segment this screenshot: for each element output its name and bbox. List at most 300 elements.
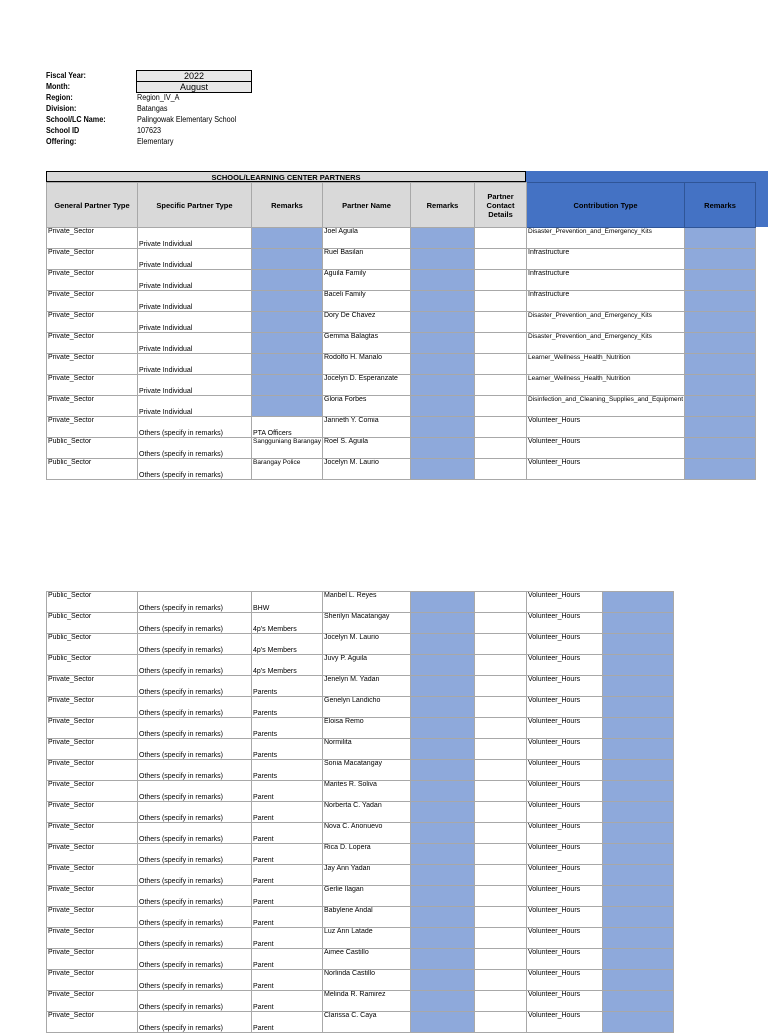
contribution-type-cell[interactable]: Infrastructure [527,291,685,312]
remarks-cell[interactable] [411,907,475,928]
table-row [47,333,756,354]
contribution-type-cell[interactable]: Disaster_Prevention_and_Emergency_Kits [527,228,685,249]
remarks-cell[interactable] [603,928,674,949]
remarks-cell[interactable] [411,886,475,907]
specific-partner-type-cell[interactable]: Others (specify in remarks) [138,928,252,949]
specific-partner-type-cell[interactable]: Others (specify in remarks) [138,592,252,613]
remarks-cell[interactable] [603,970,674,991]
general-partner-type-cell[interactable]: Private_Sector [47,991,138,1012]
contribution-type-cell[interactable]: Volunteer_Hours [527,739,603,760]
remarks-cell[interactable] [411,676,475,697]
remarks-cell[interactable] [252,312,323,333]
partner-contact-cell[interactable] [475,802,527,823]
general-partner-type-cell[interactable]: Private_Sector [47,802,138,823]
general-partner-type-cell[interactable]: Private_Sector [47,333,138,354]
header-partner-contact-details: Partner Contact Details [475,183,527,228]
remarks-cell[interactable] [603,634,674,655]
table-row [47,592,674,613]
specific-partner-type-cell[interactable]: Private Individual [138,312,252,333]
contribution-type-cell[interactable]: Volunteer_Hours [527,459,685,480]
specific-partner-type-cell[interactable]: Others (specify in remarks) [138,1012,252,1033]
partner-contact-cell[interactable] [475,333,527,354]
remarks-cell[interactable] [411,844,475,865]
remarks-cell[interactable]: Parent [252,823,323,844]
remarks-cell[interactable] [685,417,756,438]
specific-partner-type-cell[interactable]: Others (specify in remarks) [138,823,252,844]
partner-name-cell[interactable]: Roel S. Aguila [323,438,411,459]
table-row [47,249,756,270]
partner-name-cell[interactable]: Babylene Andal [323,907,411,928]
partner-name-cell[interactable]: Norlinda Castillo [323,970,411,991]
specific-partner-type-cell[interactable]: Others (specify in remarks) [138,634,252,655]
remarks-cell[interactable] [411,991,475,1012]
specific-partner-type-cell[interactable]: Others (specify in remarks) [138,907,252,928]
partner-name-cell[interactable]: Genelyn Landicho [323,697,411,718]
specific-partner-type-cell[interactable]: Others (specify in remarks) [138,438,252,459]
remarks-cell[interactable] [252,354,323,375]
remarks-cell[interactable]: Parents [252,760,323,781]
table-row [47,949,674,970]
specific-partner-type-cell[interactable]: Private Individual [138,333,252,354]
remarks-cell[interactable]: Parent [252,781,323,802]
remarks-cell[interactable]: Parents [252,739,323,760]
contribution-type-cell[interactable]: Volunteer_Hours [527,676,603,697]
partner-name-cell[interactable]: Aguila Family [323,270,411,291]
remarks-cell[interactable] [411,312,475,333]
region-label: Region: [46,93,73,102]
table-row [47,228,756,249]
partner-name-cell[interactable]: Jocelyn M. Laurio [323,634,411,655]
specific-partner-type-cell[interactable]: Others (specify in remarks) [138,760,252,781]
general-partner-type-cell[interactable]: Private_Sector [47,886,138,907]
remarks-cell[interactable]: 4p's Members [252,634,323,655]
remarks-cell[interactable] [411,459,475,480]
partners-table-2 [46,591,674,1033]
contribution-type-cell[interactable]: Volunteer_Hours [527,928,603,949]
remarks-cell[interactable] [411,697,475,718]
remarks-cell[interactable] [252,291,323,312]
general-partner-type-cell[interactable]: Private_Sector [47,270,138,291]
specific-partner-type-cell[interactable]: Others (specify in remarks) [138,865,252,886]
table-row [47,928,674,949]
remarks-cell[interactable]: 4p's Members [252,613,323,634]
division-value: Batangas [137,104,168,113]
remarks-cell[interactable] [411,270,475,291]
remarks-cell[interactable] [411,865,475,886]
specific-partner-type-cell[interactable]: Private Individual [138,291,252,312]
general-partner-type-cell[interactable]: Private_Sector [47,417,138,438]
specific-partner-type-cell[interactable]: Private Individual [138,354,252,375]
remarks-cell[interactable]: BHW [252,592,323,613]
remarks-cell[interactable] [603,739,674,760]
partner-contact-cell[interactable] [475,781,527,802]
table-row [47,697,674,718]
partner-name-cell[interactable]: Sonia Macatangay [323,760,411,781]
remarks-cell[interactable] [252,270,323,291]
partner-contact-cell[interactable] [475,697,527,718]
specific-partner-type-cell[interactable]: Others (specify in remarks) [138,697,252,718]
remarks-cell[interactable] [411,592,475,613]
partner-name-cell[interactable]: Joel Aguila [323,228,411,249]
table-row [47,354,756,375]
general-partner-type-cell[interactable]: Private_Sector [47,249,138,270]
specific-partner-type-cell[interactable]: Others (specify in remarks) [138,970,252,991]
contribution-type-cell[interactable]: Volunteer_Hours [527,781,603,802]
remarks-cell[interactable] [603,676,674,697]
remarks-cell[interactable] [411,970,475,991]
general-partner-type-cell[interactable]: Public_Sector [47,459,138,480]
general-partner-type-cell[interactable]: Private_Sector [47,676,138,697]
remarks-cell[interactable] [603,718,674,739]
table-row [47,760,674,781]
remarks-cell[interactable]: Parent [252,1012,323,1033]
contribution-type-cell[interactable]: Volunteer_Hours [527,991,603,1012]
remarks-cell[interactable]: Parent [252,991,323,1012]
contribution-type-cell[interactable]: Volunteer_Hours [527,718,603,739]
table-row [47,781,674,802]
general-partner-type-cell[interactable]: Private_Sector [47,928,138,949]
remarks-cell[interactable]: Parents [252,718,323,739]
table-row [47,270,756,291]
partner-name-cell[interactable]: Rodolfo H. Manalo [323,354,411,375]
partner-contact-cell[interactable] [475,291,527,312]
remarks-cell[interactable] [411,823,475,844]
specific-partner-type-cell[interactable]: Others (specify in remarks) [138,655,252,676]
specific-partner-type-cell[interactable]: Private Individual [138,375,252,396]
partner-contact-cell[interactable] [475,354,527,375]
table-row [47,991,674,1012]
general-partner-type-cell[interactable]: Public_Sector [47,438,138,459]
partner-name-cell[interactable]: Aimee Castillo [323,949,411,970]
header-general-partner-type: General Partner Type [47,183,138,228]
contribution-type-cell[interactable]: Infrastructure [527,270,685,291]
partner-contact-cell[interactable] [475,949,527,970]
partners-table-1 [46,182,756,480]
partner-name-cell[interactable]: Normilita [323,739,411,760]
contribution-type-cell[interactable]: Learner_Wellness_Health_Nutrition [527,354,685,375]
specific-partner-type-cell[interactable]: Others (specify in remarks) [138,459,252,480]
general-partner-type-cell[interactable]: Private_Sector [47,354,138,375]
fiscal-year-field[interactable]: 2022 [136,70,252,82]
remarks-cell[interactable] [411,739,475,760]
partner-contact-cell[interactable] [475,655,527,676]
general-partner-type-cell[interactable]: Private_Sector [47,907,138,928]
remarks-cell[interactable]: Parent [252,844,323,865]
remarks-cell[interactable] [411,928,475,949]
partner-contact-cell[interactable] [475,739,527,760]
remarks-cell[interactable] [603,865,674,886]
remarks-cell[interactable] [252,396,323,417]
partner-contact-cell[interactable] [475,676,527,697]
remarks-cell[interactable] [252,375,323,396]
remarks-cell[interactable]: Parent [252,886,323,907]
general-partner-type-cell[interactable]: Public_Sector [47,634,138,655]
contribution-type-cell[interactable]: Learner_Wellness_Health_Nutrition [527,375,685,396]
remarks-cell[interactable] [603,886,674,907]
remarks-cell[interactable] [685,333,756,354]
partner-name-cell[interactable]: Sherilyn Macatangay [323,613,411,634]
remarks-cell[interactable] [411,228,475,249]
general-partner-type-cell[interactable]: Private_Sector [47,970,138,991]
table-row [47,396,756,417]
remarks-cell[interactable] [411,655,475,676]
specific-partner-type-cell[interactable]: Others (specify in remarks) [138,718,252,739]
general-partner-type-cell[interactable]: Private_Sector [47,1012,138,1033]
partner-contact-cell[interactable] [475,634,527,655]
remarks-cell[interactable] [252,249,323,270]
partner-name-cell[interactable]: Jocelyn D. Esperanzate [323,375,411,396]
remarks-cell[interactable] [411,375,475,396]
remarks-cell[interactable] [411,634,475,655]
partner-contact-cell[interactable] [475,1012,527,1033]
partner-contact-cell[interactable] [475,459,527,480]
remarks-cell[interactable] [685,291,756,312]
partner-name-cell[interactable]: Jenelyn M. Yadan [323,676,411,697]
general-partner-type-cell[interactable]: Private_Sector [47,697,138,718]
contribution-type-cell[interactable]: Volunteer_Hours [527,865,603,886]
partner-name-cell[interactable]: Norberta C. Yadan [323,802,411,823]
general-partner-type-cell[interactable]: Private_Sector [47,718,138,739]
general-partner-type-cell[interactable]: Private_Sector [47,228,138,249]
remarks-cell[interactable] [685,459,756,480]
remarks-cell[interactable] [685,354,756,375]
partner-contact-cell[interactable] [475,249,527,270]
partner-contact-cell[interactable] [475,823,527,844]
contribution-type-cell[interactable]: Volunteer_Hours [527,823,603,844]
partner-contact-cell[interactable] [475,760,527,781]
partner-name-cell[interactable]: Gemma Balagtas [323,333,411,354]
table-row [47,375,756,396]
partner-name-cell[interactable]: Maribel L. Reyes [323,592,411,613]
remarks-cell[interactable] [603,592,674,613]
partner-contact-cell[interactable] [475,718,527,739]
remarks-cell[interactable] [411,949,475,970]
remarks-cell[interactable]: Parents [252,676,323,697]
contribution-type-cell[interactable]: Volunteer_Hours [527,592,603,613]
partner-contact-cell[interactable] [475,417,527,438]
partners-banner: SCHOOL/LEARNING CENTER PARTNERS [46,171,526,182]
partner-name-cell[interactable]: Rica D. Lopera [323,844,411,865]
specific-partner-type-cell[interactable]: Others (specify in remarks) [138,739,252,760]
table-row [47,823,674,844]
remarks-cell[interactable] [603,697,674,718]
remarks-cell[interactable] [411,438,475,459]
specific-partner-type-cell[interactable]: Private Individual [138,249,252,270]
general-partner-type-cell[interactable]: Private_Sector [47,844,138,865]
remarks-cell[interactable] [603,844,674,865]
remarks-cell[interactable] [685,396,756,417]
contribution-type-cell[interactable]: Disaster_Prevention_and_Emergency_Kits [527,312,685,333]
remarks-cell[interactable] [411,760,475,781]
remarks-cell[interactable] [411,802,475,823]
partner-contact-cell[interactable] [475,396,527,417]
partner-contact-cell[interactable] [475,375,527,396]
specific-partner-type-cell[interactable]: Others (specify in remarks) [138,802,252,823]
remarks-cell[interactable]: Barangay Police [252,459,323,480]
contribution-type-cell[interactable]: Volunteer_Hours [527,1012,603,1033]
partner-name-cell[interactable]: Juvy P. Aguila [323,655,411,676]
contribution-type-cell[interactable]: Volunteer_Hours [527,613,603,634]
contribution-type-cell[interactable]: Volunteer_Hours [527,970,603,991]
general-partner-type-cell[interactable]: Private_Sector [47,739,138,760]
specific-partner-type-cell[interactable]: Others (specify in remarks) [138,949,252,970]
partner-contact-cell[interactable] [475,886,527,907]
remarks-cell[interactable] [685,228,756,249]
remarks-cell[interactable]: Parent [252,802,323,823]
remarks-cell[interactable]: Parent [252,907,323,928]
specific-partner-type-cell[interactable]: Private Individual [138,270,252,291]
partner-contact-cell[interactable] [475,844,527,865]
remarks-cell[interactable]: Parent [252,865,323,886]
remarks-cell[interactable] [603,1012,674,1033]
specific-partner-type-cell[interactable]: Others (specify in remarks) [138,781,252,802]
contribution-type-cell[interactable]: Volunteer_Hours [527,697,603,718]
general-partner-type-cell[interactable]: Private_Sector [47,865,138,886]
table-row [47,739,674,760]
header-remarks: Remarks [411,183,475,228]
remarks-cell[interactable] [252,333,323,354]
remarks-cell[interactable] [603,907,674,928]
specific-partner-type-cell[interactable]: Others (specify in remarks) [138,844,252,865]
partner-contact-cell[interactable] [475,907,527,928]
contribution-type-cell[interactable]: Volunteer_Hours [527,760,603,781]
remarks-cell[interactable] [411,354,475,375]
partner-name-cell[interactable]: Jocelyn M. Laurio [323,459,411,480]
specific-partner-type-cell[interactable]: Others (specify in remarks) [138,417,252,438]
school-id-value: 107623 [137,126,162,135]
general-partner-type-cell[interactable]: Private_Sector [47,375,138,396]
specific-partner-type-cell[interactable]: Others (specify in remarks) [138,613,252,634]
remarks-cell[interactable] [411,718,475,739]
remarks-cell[interactable]: 4p's Members [252,655,323,676]
specific-partner-type-cell[interactable]: Others (specify in remarks) [138,991,252,1012]
partner-contact-cell[interactable] [475,270,527,291]
partner-contact-cell[interactable] [475,228,527,249]
partner-name-cell[interactable]: Clarissa C. Caya [323,1012,411,1033]
remarks-cell[interactable] [685,249,756,270]
remarks-cell[interactable]: Parent [252,928,323,949]
partner-name-cell[interactable]: Eloisa Remo [323,718,411,739]
specific-partner-type-cell[interactable]: Others (specify in remarks) [138,886,252,907]
remarks-cell[interactable]: Parent [252,949,323,970]
partner-name-cell[interactable]: Janneth Y. Comia [323,417,411,438]
contribution-type-cell[interactable]: Volunteer_Hours [527,949,603,970]
partner-contact-cell[interactable] [475,613,527,634]
partner-contact-cell[interactable] [475,928,527,949]
remarks-cell[interactable] [603,991,674,1012]
general-partner-type-cell[interactable]: Private_Sector [47,949,138,970]
partner-name-cell[interactable]: Gerlie Ilagan [323,886,411,907]
school-name-value: Palingowak Elementary School [137,115,237,124]
contribution-type-cell[interactable]: Disaster_Prevention_and_Emergency_Kits [527,333,685,354]
remarks-cell[interactable]: Parent [252,970,323,991]
partner-contact-cell[interactable] [475,592,527,613]
specific-partner-type-cell[interactable]: Private Individual [138,396,252,417]
contribution-type-cell[interactable]: Volunteer_Hours [527,634,603,655]
remarks-cell[interactable] [603,949,674,970]
remarks-cell[interactable] [411,291,475,312]
remarks-cell[interactable] [411,1012,475,1033]
contribution-type-cell[interactable]: Volunteer_Hours [527,417,685,438]
partner-contact-cell[interactable] [475,970,527,991]
partner-name-cell[interactable]: Jay Ann Yadan [323,865,411,886]
table-row [47,676,674,697]
specific-partner-type-cell[interactable]: Private Individual [138,228,252,249]
remarks-cell[interactable] [411,781,475,802]
partner-contact-cell[interactable] [475,865,527,886]
partner-contact-cell[interactable] [475,438,527,459]
partner-name-cell[interactable]: Melinda R. Ramirez [323,991,411,1012]
general-partner-type-cell[interactable]: Public_Sector [47,613,138,634]
partner-name-cell[interactable]: Luz Ann Latade [323,928,411,949]
general-partner-type-cell[interactable]: Private_Sector [47,781,138,802]
contribution-type-cell[interactable]: Volunteer_Hours [527,907,603,928]
remarks-cell[interactable] [411,333,475,354]
remarks-cell[interactable] [685,375,756,396]
table-row [47,970,674,991]
remarks-cell[interactable] [685,270,756,291]
contribution-type-cell[interactable]: Disinfection_and_Cleaning_Supplies_and_Equipment [527,396,685,417]
table-row [47,417,756,438]
partner-name-cell[interactable]: Baceli Family [323,291,411,312]
header-partner-name: Partner Name [323,183,411,228]
month-field[interactable]: August [136,81,252,93]
contribution-type-cell[interactable]: Volunteer_Hours [527,802,603,823]
contribution-type-cell[interactable]: Volunteer_Hours [527,886,603,907]
remarks-cell[interactable]: Parents [252,697,323,718]
remarks-cell[interactable] [603,613,674,634]
remarks-cell[interactable] [411,613,475,634]
partner-contact-cell[interactable] [475,991,527,1012]
specific-partner-type-cell[interactable]: Others (specify in remarks) [138,676,252,697]
table-row [47,1012,674,1033]
remarks-cell[interactable]: PTA Officers [252,417,323,438]
remarks-cell[interactable] [603,760,674,781]
general-partner-type-cell[interactable]: Public_Sector [47,592,138,613]
partner-name-cell[interactable]: Ruel Basilan [323,249,411,270]
remarks-cell[interactable] [603,781,674,802]
remarks-cell[interactable] [411,249,475,270]
general-partner-type-cell[interactable]: Private_Sector [47,760,138,781]
partner-name-cell[interactable]: Marites R. Soliva [323,781,411,802]
general-partner-type-cell[interactable]: Private_Sector [47,291,138,312]
fiscal-year-label: Fiscal Year: [46,71,86,80]
remarks-cell[interactable] [603,655,674,676]
partner-contact-cell[interactable] [475,312,527,333]
contribution-type-cell[interactable]: Infrastructure [527,249,685,270]
school-name-label: School/LC Name: [46,115,106,124]
remarks-cell[interactable]: Sangguniang Barangay [252,438,323,459]
contribution-type-cell[interactable]: Volunteer_Hours [527,655,603,676]
partner-name-cell[interactable]: Nova C. Anonuevo [323,823,411,844]
remarks-cell[interactable] [603,823,674,844]
general-partner-type-cell[interactable]: Public_Sector [47,655,138,676]
remarks-cell[interactable] [685,438,756,459]
remarks-cell[interactable] [252,228,323,249]
contribution-type-cell[interactable]: Volunteer_Hours [527,844,603,865]
remarks-cell[interactable] [411,396,475,417]
remarks-cell[interactable] [685,312,756,333]
remarks-cell[interactable] [603,802,674,823]
general-partner-type-cell[interactable]: Private_Sector [47,823,138,844]
general-partner-type-cell[interactable]: Private_Sector [47,312,138,333]
remarks-cell[interactable] [411,417,475,438]
partner-name-cell[interactable]: Dory De Chavez [323,312,411,333]
general-partner-type-cell[interactable]: Private_Sector [47,396,138,417]
contribution-type-cell[interactable]: Volunteer_Hours [527,438,685,459]
partner-name-cell[interactable]: Gloria Forbes [323,396,411,417]
table-row [47,844,674,865]
